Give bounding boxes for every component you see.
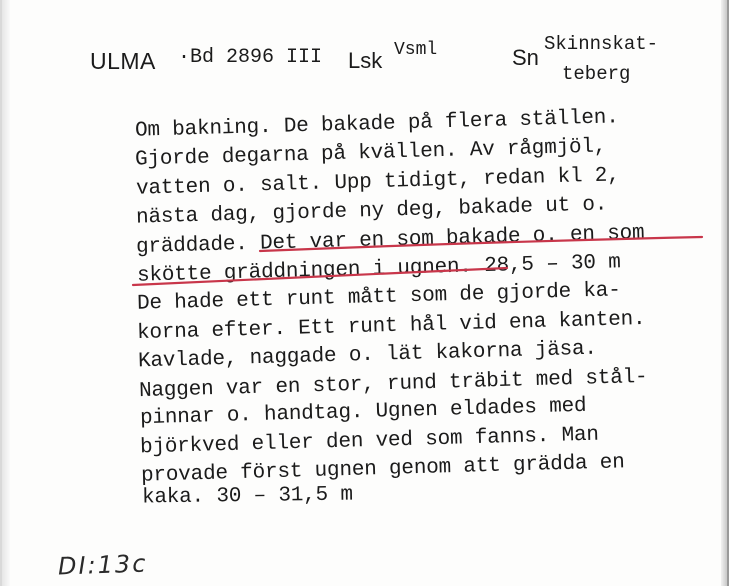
card-left-edge [2,0,10,586]
volume-reference: ·Bd 2896 III [178,46,323,69]
archive-code: DI:13c [57,549,148,581]
body-line-1: Om bakning. De bakade på flera ställen. [134,106,619,143]
archive-name: ULMA [90,48,156,74]
body-line-4: nästa dag, gjorde ny deg, bakade ut o. [135,193,608,230]
body-line-2: Gjorde degarna på kvällen. Av rågmjöl, [134,135,607,172]
body-line-3: vatten o. salt. Upp tidigt, redan kl 2, [135,164,620,201]
parish-name-line-2: teberg [562,63,631,85]
body-line-13: provade först ugnen genom att grädda en [140,451,625,488]
district-name: Vsml [394,40,438,60]
parish-name-line-1: Skinnskat- [544,33,659,55]
body-line-9: Kavlade, naggade o. lät kakorna jäsa. [137,337,598,374]
district-prefix: Lsk [348,48,383,73]
card-right-edge [721,0,727,586]
body-line-14: kaka. 30 – 31,5 m [141,483,353,510]
body-line-10: Naggen var en stor, rund träbit med stål- [138,365,648,404]
body-line-11: pinnar o. handtag. Ugnen eldades med [139,394,587,431]
body-line-12: björkved eller den ved som fanns. Man [139,423,600,460]
parish-prefix: Sn [512,45,539,70]
body-line-5: gräddade. Det var en som bakade o. en som [135,221,645,260]
body-line-6: skötte gräddningen i ugnen. 28,5 – 30 m [136,251,621,288]
body-line-8: korna efter. Ett runt hål vid ena kanten. [136,307,646,346]
body-line-7: De hade ett runt mått som de gjorde ka- [136,279,621,316]
